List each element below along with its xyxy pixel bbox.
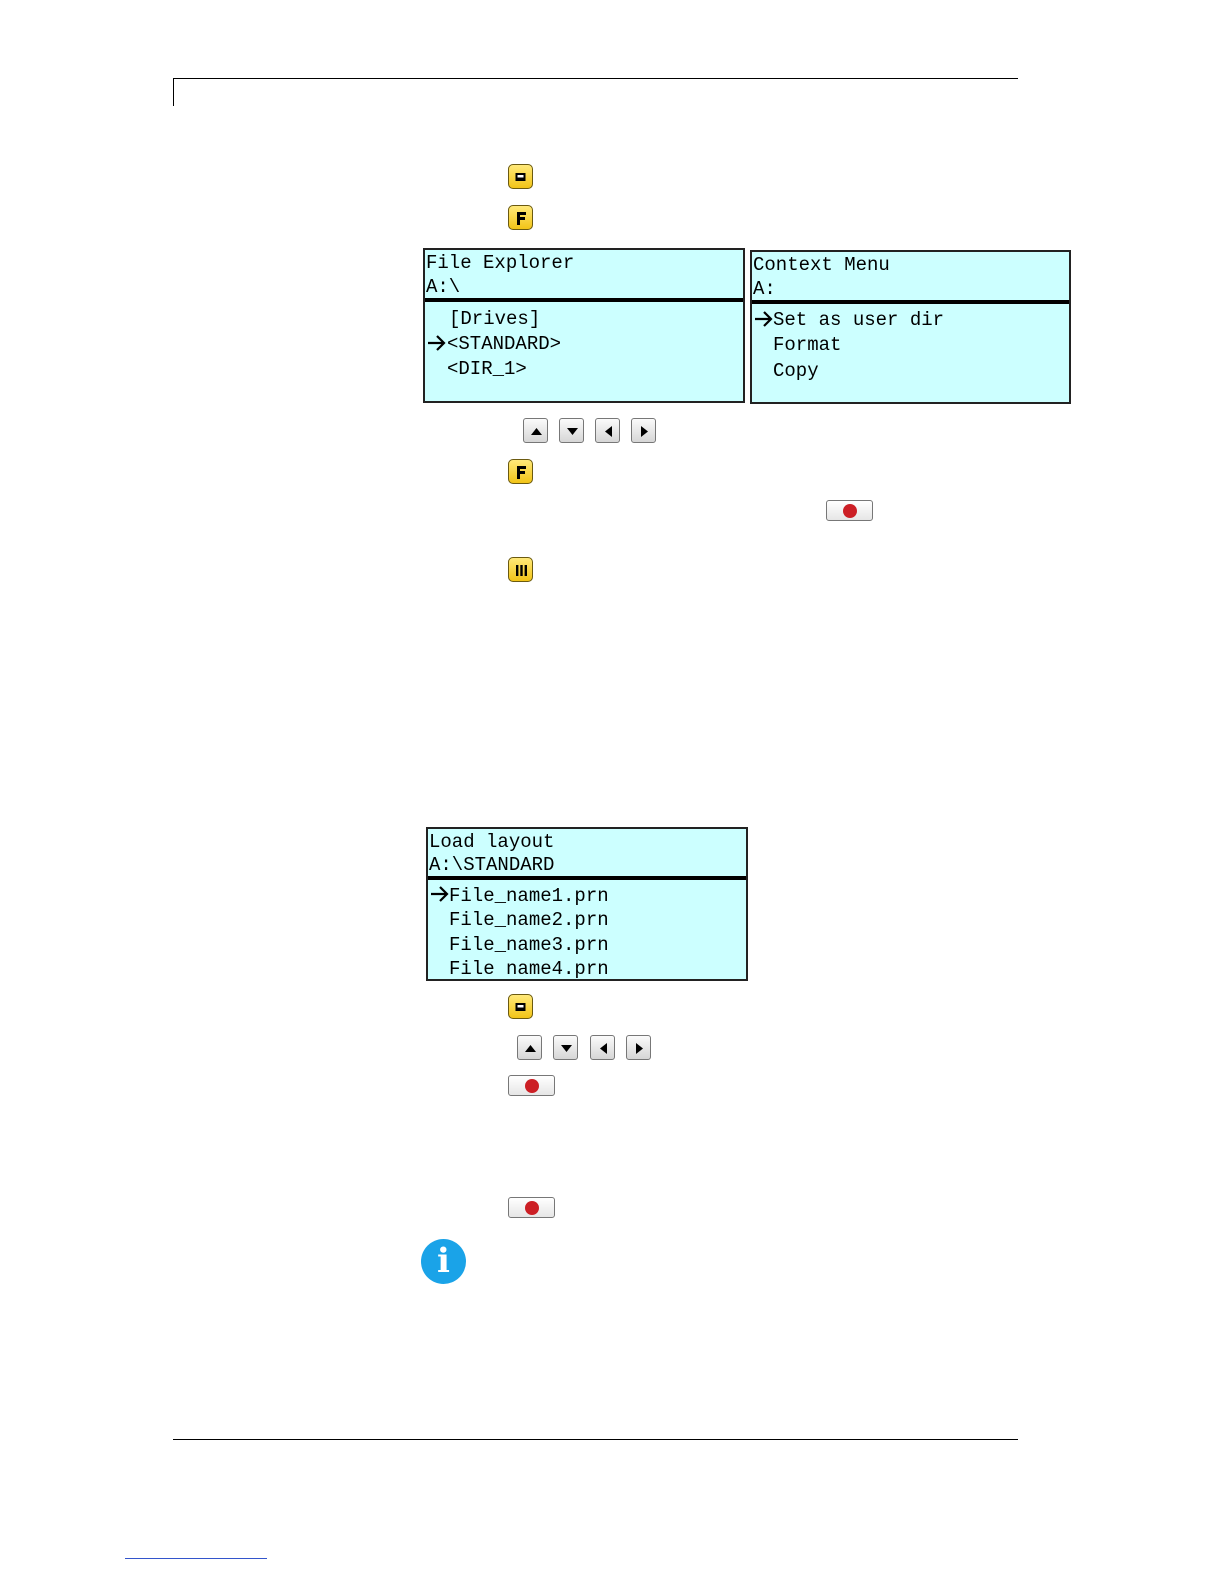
file-explorer-separator <box>425 298 743 302</box>
enter-dot-icon <box>843 504 857 518</box>
right-key[interactable] <box>631 418 656 443</box>
pause-key[interactable] <box>508 557 533 582</box>
function-key-icon <box>509 206 534 231</box>
menu-key-icon <box>509 165 534 190</box>
up-key[interactable] <box>523 418 548 443</box>
load-layout-item-3[interactable]: File_name3.prn <box>449 934 609 956</box>
file-explorer-path: A:\ <box>426 276 461 298</box>
selection-arrow-icon <box>754 310 774 328</box>
left-key[interactable] <box>590 1035 615 1060</box>
right-arrow-icon <box>627 1036 652 1061</box>
menu-key-icon <box>509 995 534 1020</box>
load-layout-item-4[interactable]: File name4.prn <box>449 958 609 980</box>
header-tick <box>173 78 174 106</box>
context-menu-path: A: <box>753 278 776 300</box>
enter-dot-icon <box>525 1201 539 1215</box>
file-explorer-display <box>423 248 745 403</box>
context-menu-item-set-user-dir[interactable]: Set as user dir <box>773 309 945 331</box>
enter-dot-icon <box>525 1079 539 1093</box>
load-layout-display <box>426 827 748 981</box>
load-layout-title: Load layout <box>429 831 555 853</box>
up-key[interactable] <box>517 1035 542 1060</box>
context-menu-item-format[interactable]: Format <box>773 334 842 356</box>
file-explorer-item-drives[interactable]: [Drives] <box>449 308 541 330</box>
down-arrow-icon <box>554 1036 579 1061</box>
context-menu-item-copy[interactable]: Copy <box>773 360 819 382</box>
menu-key[interactable] <box>508 994 533 1019</box>
function-key-icon <box>509 460 534 485</box>
pause-key-icon <box>509 558 534 583</box>
file-explorer-title: File Explorer <box>426 252 575 274</box>
footer-link-underline <box>125 1558 267 1559</box>
context-menu-title: Context Menu <box>753 254 890 276</box>
down-key[interactable] <box>559 418 584 443</box>
context-menu-display <box>750 250 1071 404</box>
down-key[interactable] <box>553 1035 578 1060</box>
footer-rule <box>173 1439 1018 1440</box>
file-explorer-item-standard[interactable]: <STANDARD> <box>447 333 562 355</box>
enter-key[interactable] <box>508 1075 555 1096</box>
context-menu-separator <box>752 300 1069 304</box>
selection-arrow-icon <box>430 885 450 903</box>
right-key[interactable] <box>626 1035 651 1060</box>
down-arrow-icon <box>560 419 585 444</box>
load-layout-item-1[interactable]: File_name1.prn <box>449 885 609 907</box>
right-arrow-icon <box>632 419 657 444</box>
info-icon-glyph: i <box>437 1241 450 1281</box>
file-explorer-item-dir1[interactable]: <DIR_1> <box>447 358 527 380</box>
menu-key[interactable] <box>508 164 533 189</box>
header-rule <box>173 78 1018 79</box>
selection-arrow-icon <box>427 334 447 352</box>
left-arrow-icon <box>596 419 621 444</box>
load-layout-separator <box>428 876 746 880</box>
enter-key[interactable] <box>826 500 873 521</box>
load-layout-item-2[interactable]: File_name2.prn <box>449 909 609 931</box>
enter-key[interactable] <box>508 1197 555 1218</box>
function-key[interactable] <box>508 205 533 230</box>
info-icon <box>421 1239 466 1284</box>
load-layout-path: A:\STANDARD <box>429 854 555 876</box>
left-arrow-icon <box>591 1036 616 1061</box>
up-arrow-icon <box>524 419 549 444</box>
up-arrow-icon <box>518 1036 543 1061</box>
function-key[interactable] <box>508 459 533 484</box>
left-key[interactable] <box>595 418 620 443</box>
